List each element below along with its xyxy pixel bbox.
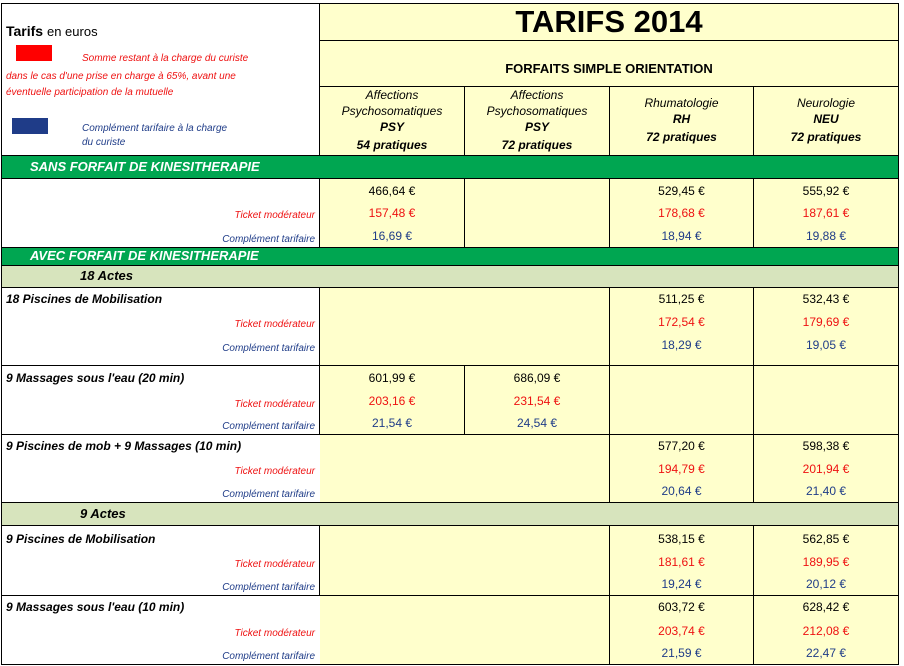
complement-label: Complément tarifaire	[222, 651, 315, 662]
col3-l1: Rhumatologie	[644, 96, 719, 110]
col2-l2: Psychosomatiques	[486, 104, 588, 118]
pm9-neu-total: 598,38 €	[802, 439, 850, 453]
legend-title	[6, 23, 98, 40]
red-legend-line1: Somme restant à la charge du curiste	[82, 53, 249, 64]
section-18actes-band	[2, 266, 898, 287]
m9b-neu-total: 628,42 €	[802, 600, 850, 614]
col1-l3: PSY	[379, 120, 404, 134]
complement-label: Complément tarifaire	[222, 489, 315, 500]
p18-rh-complement: 18,29 €	[661, 338, 702, 352]
pm9-neu-complement: 21,40 €	[805, 484, 847, 498]
p18-rh-total: 511,25 €	[658, 292, 705, 306]
page-title: TARIFS 2014	[515, 4, 703, 39]
blue-legend-line2: du curiste	[82, 137, 126, 148]
complement-label: Complément tarifaire	[222, 421, 315, 432]
sans-rh-total: 529,45 €	[658, 184, 705, 198]
m9-psy54-ticket: 203,16 €	[368, 394, 416, 408]
section-9actes-label: 9 Actes	[80, 506, 126, 521]
col2-l4: 72 pratiques	[501, 138, 573, 152]
ticket-label: Ticket modérateur	[234, 559, 315, 570]
pm9-rh-total: 577,20 €	[658, 439, 705, 453]
p18-neu-total: 532,43 €	[802, 292, 850, 306]
pm9-rh-ticket: 194,79 €	[658, 462, 705, 476]
p18-neu-ticket: 179,69 €	[802, 315, 850, 329]
red-legend-line2: dans le cas d'une prise en charge à 65%, avant une	[6, 71, 236, 82]
legend-title-suffix: en euros	[46, 24, 98, 39]
p9-rh-ticket: 181,61 €	[658, 555, 705, 569]
section-9actes-band	[2, 503, 898, 525]
pm9-rh-complement: 20,64 €	[661, 484, 702, 498]
sans-neu-total: 555,92 €	[802, 184, 850, 198]
p18-neu-complement: 19,05 €	[805, 338, 847, 352]
ticket-label: Ticket modérateur	[234, 399, 315, 410]
p18-title: 18 Piscines de Mobilisation	[6, 292, 163, 306]
complement-label: Complément tarifaire	[222, 234, 315, 245]
sans-rh-ticket: 178,68 €	[658, 206, 705, 220]
sans-rh-complement: 18,94 €	[661, 229, 702, 243]
m9b-neu-ticket: 212,08 €	[802, 624, 850, 638]
sans-psy54-ticket: 157,48 €	[368, 206, 416, 220]
sans-psy54-complement: 16,69 €	[371, 229, 413, 243]
col4-l1: Neurologie	[796, 96, 856, 110]
blue-legend-line1: Complément tarifaire à la charge	[82, 123, 228, 134]
p9-rh-complement: 19,24 €	[661, 577, 702, 591]
sans-neu-complement: 19,88 €	[805, 229, 847, 243]
ticket-label: Ticket modérateur	[234, 628, 315, 639]
section-18actes-label: 18 Actes	[80, 268, 133, 283]
m9b-rh-complement: 21,59 €	[661, 646, 702, 660]
col4-l2: NEU	[813, 112, 839, 126]
legend-title-text: Tarifs	[6, 23, 44, 39]
complement-label: Complément tarifaire	[222, 582, 315, 593]
p9-neu-total: 562,85 €	[802, 532, 850, 546]
col4-l3: 72 pratiques	[790, 130, 862, 144]
p9-title: 9 Piscines de Mobilisation	[6, 532, 156, 546]
m9b-rh-ticket: 203,74 €	[658, 624, 705, 638]
m9b-rh-total: 603,72 €	[658, 600, 705, 614]
m9-psy72-complement: 24,54 €	[516, 416, 558, 430]
col1-l2: Psychosomatiques	[341, 104, 443, 118]
blue-swatch	[12, 118, 48, 134]
col1-l1: Affections	[365, 88, 419, 102]
ticket-label: Ticket modérateur	[234, 319, 315, 330]
red-swatch	[16, 45, 52, 61]
p18-rh-ticket: 172,54 €	[658, 315, 705, 329]
col3-l3: 72 pratiques	[646, 130, 717, 144]
sans-psy54-total: 466,64 €	[368, 184, 416, 198]
sans-neu-ticket: 187,61 €	[802, 206, 850, 220]
m9-psy72-total: 686,09 €	[513, 371, 561, 385]
m9-psy72-ticket: 231,54 €	[513, 394, 561, 408]
m9-title: 9 Massages sous l'eau (20 min)	[6, 371, 185, 385]
ticket-label: Ticket modérateur	[234, 210, 315, 221]
m9-psy54-total: 601,99 €	[368, 371, 416, 385]
col2-l3: PSY	[524, 120, 549, 134]
section-avec-label: AVEC FORFAIT DE KINESITHERAPIE	[30, 248, 259, 263]
col3-l2: RH	[672, 112, 691, 126]
p9-neu-ticket: 189,95 €	[802, 555, 850, 569]
subtitle: FORFAITS SIMPLE ORIENTATION	[505, 61, 713, 76]
ticket-label: Ticket modérateur	[234, 466, 315, 477]
col2-l1: Affections	[510, 88, 564, 102]
m9b-neu-complement: 22,47 €	[805, 646, 847, 660]
section-sans-label: SANS FORFAIT DE KINESITHERAPIE	[30, 159, 260, 174]
m9b-title: 9 Massages sous l'eau (10 min)	[6, 600, 185, 614]
col1-l4: 54 pratiques	[356, 138, 428, 152]
complement-label: Complément tarifaire	[222, 343, 315, 354]
p9-rh-total: 538,15 €	[658, 532, 705, 546]
pm9-title: 9 Piscines de mob + 9 Massages (10 min)	[6, 439, 242, 453]
red-legend-line3: éventuelle participation de la mutuelle	[6, 87, 174, 98]
p9-neu-complement: 20,12 €	[805, 577, 847, 591]
m9-psy54-complement: 21,54 €	[371, 416, 413, 430]
pm9-neu-ticket: 201,94 €	[802, 462, 850, 476]
